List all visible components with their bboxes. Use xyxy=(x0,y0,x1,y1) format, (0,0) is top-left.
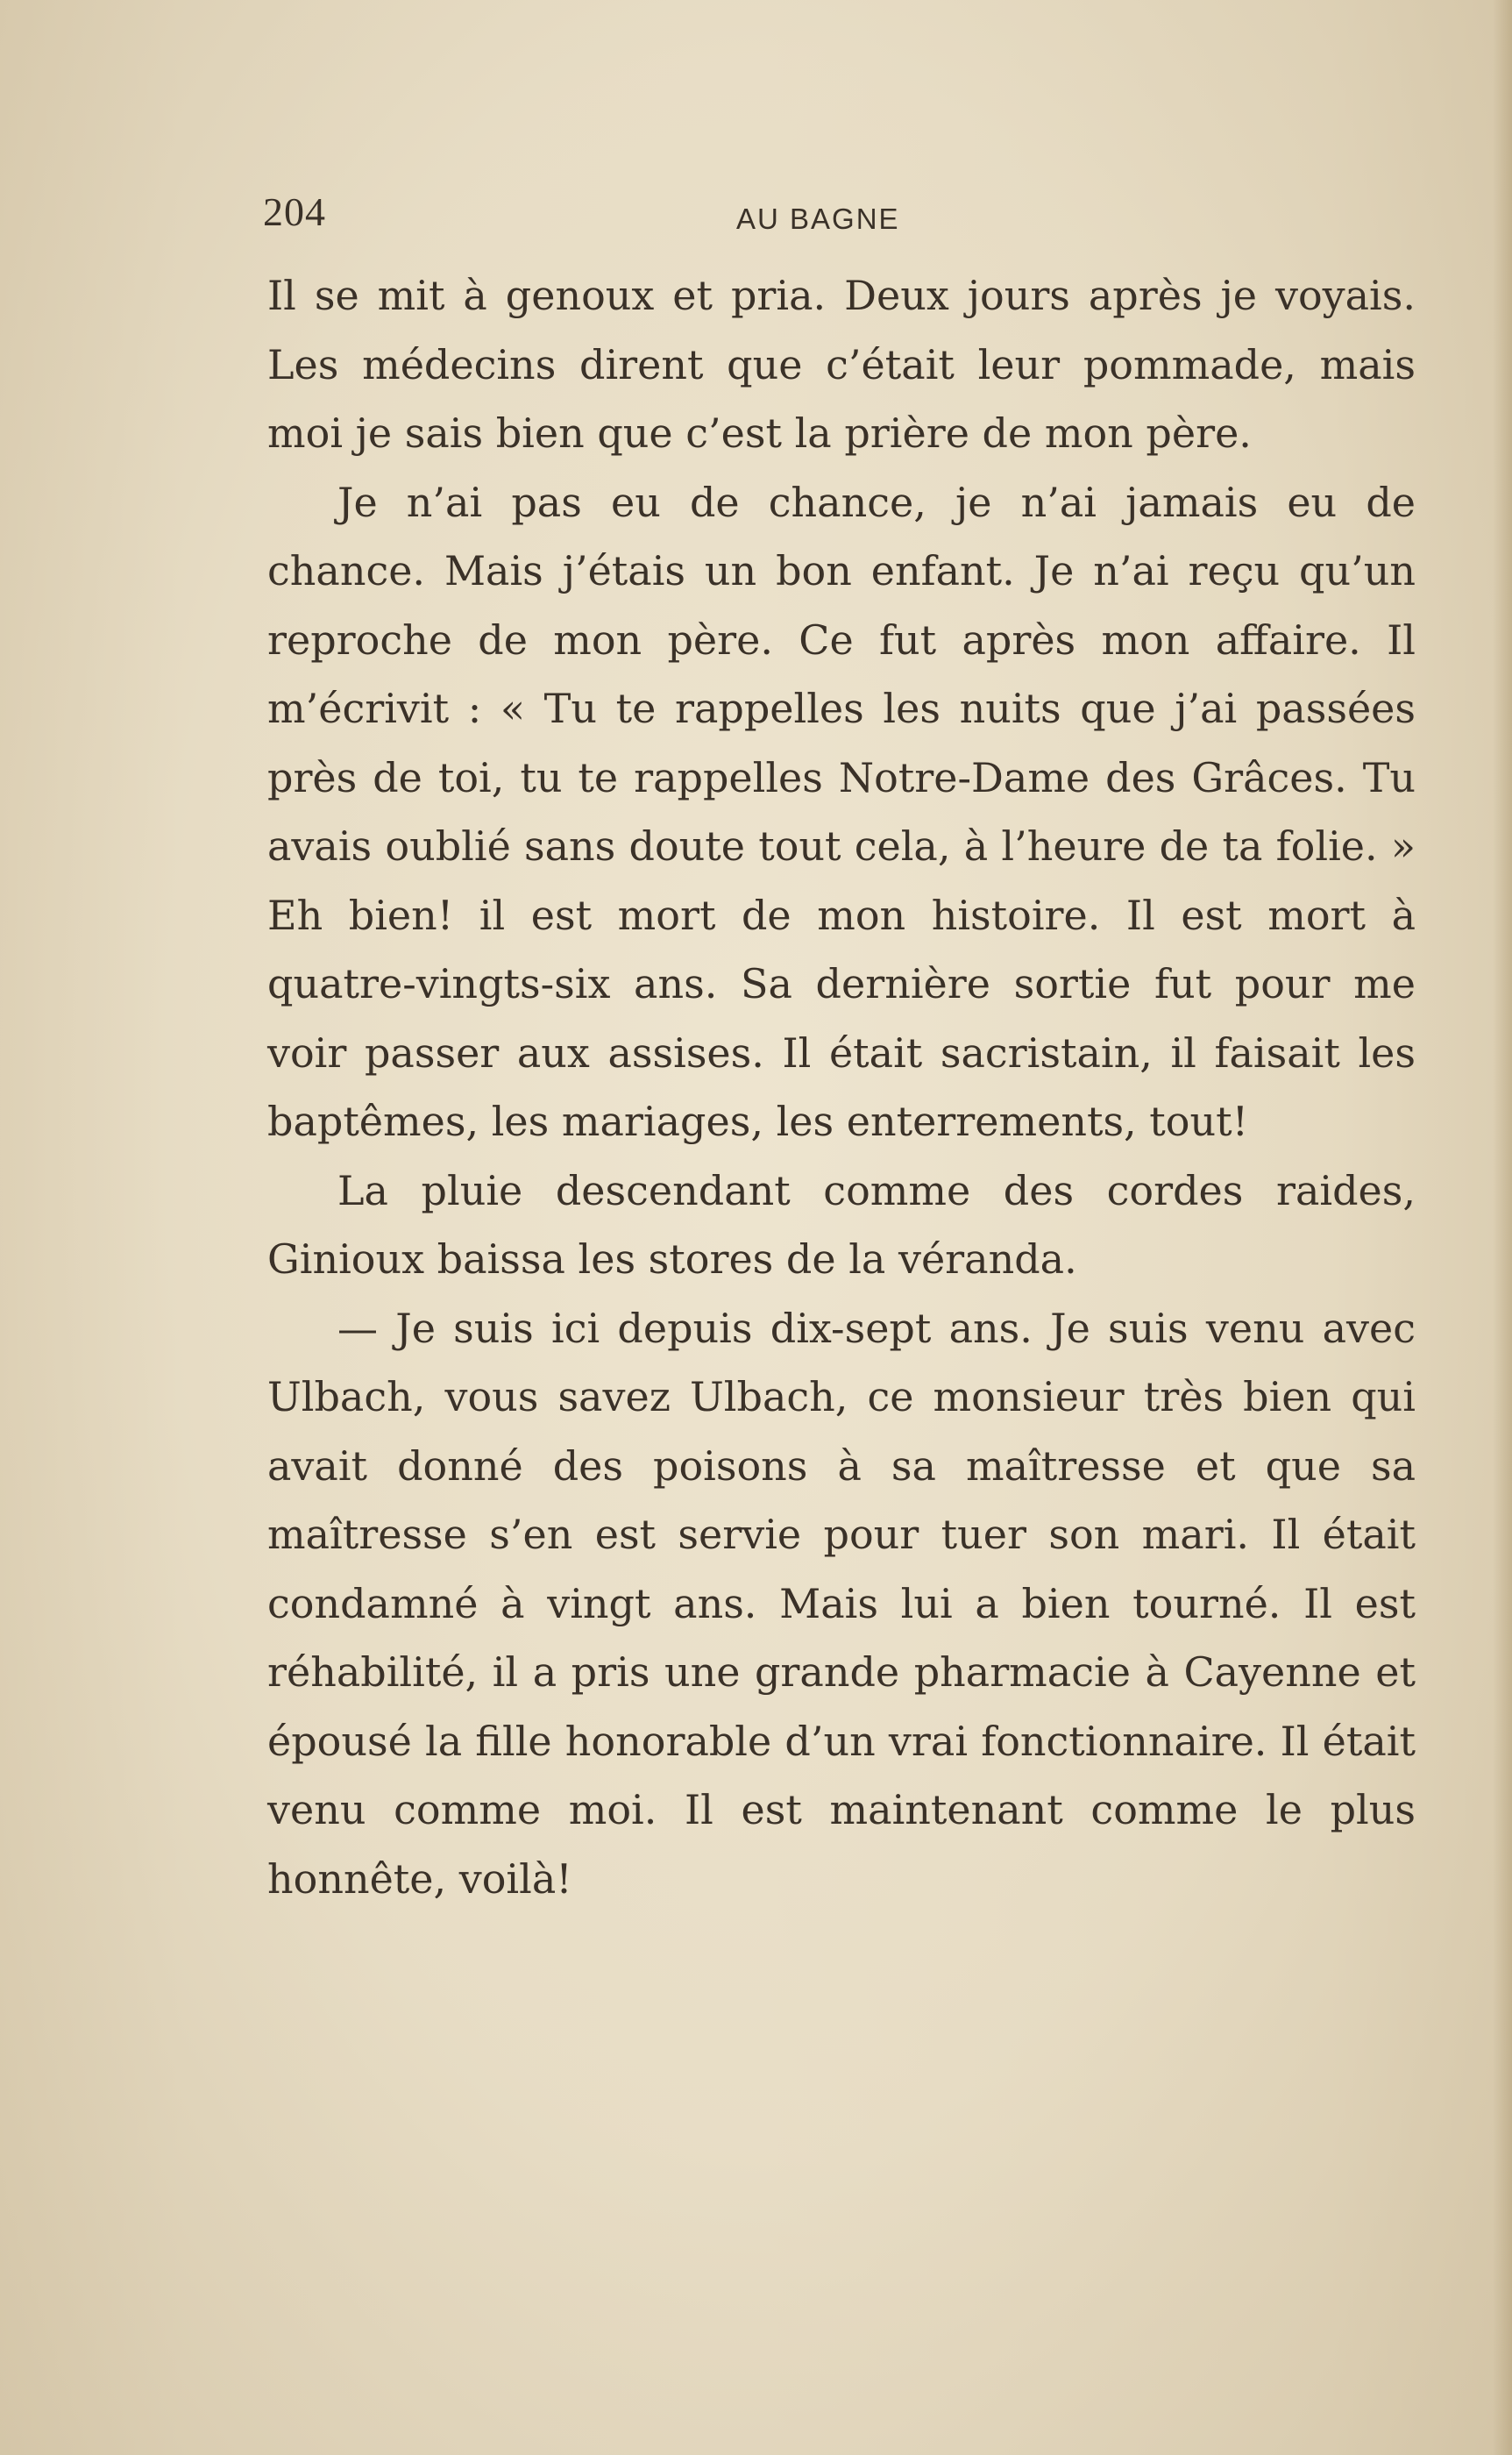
running-title: AU BAGNE xyxy=(736,203,900,235)
body-text xyxy=(267,261,1416,1913)
page-edge-shadow xyxy=(1493,0,1512,2455)
page-number: 204 xyxy=(263,189,326,234)
paragraph: La pluie descendant comme des cordes raides, Ginioux baissa les stores de la véranda. xyxy=(267,1166,1416,1283)
paragraph: — Je suis ici depuis dix-sept ans. Je suis venu avec Ulbach, vous savez Ulbach, ce monsieur très bien qui avait donné des poisons à sa maîtresse et que sa maîtresse s’en est servie pour tuer son mari. Il était condamné à vingt ans. Mais lui a bien tourné. Il est réhabilité, il a pris une grande pharmacie à Cayenne et épousé la fille honorable d’un vrai fonctionnaire. Il était venu comme moi. Il est maintenant comme le plus honnête, voilà! xyxy=(267,1304,1416,1903)
running-head xyxy=(263,189,1420,250)
paragraph: Je n’ai pas eu de chance, je n’ai jamais eu de chance. Mais j’étais un bon enfant. Je n’ai reçu qu’un reproche de mon père. Ce fut après mon affaire. Il m’écrivit : « Tu te rappelles les nuits que j’ai passées près de toi, tu te rappelles Notre-Dame des Grâces. Tu avais oublié sans doute tout cela, à l’heure de ta folie. » Eh bien! il est mort de mon histoire. Il est mort à quatre-vingts-six ans. Sa dernière sortie fut pour me voir passer aux assises. Il était sacristain, il faisait les baptêmes, les mariages, les enterrements, tout! xyxy=(267,478,1416,1145)
paragraph: Il se mit à genoux et pria. Deux jours après je voyais. Les médecins dirent que c’était leur pommade, mais moi je sais bien que c’est la prière de mon père. xyxy=(267,272,1416,457)
